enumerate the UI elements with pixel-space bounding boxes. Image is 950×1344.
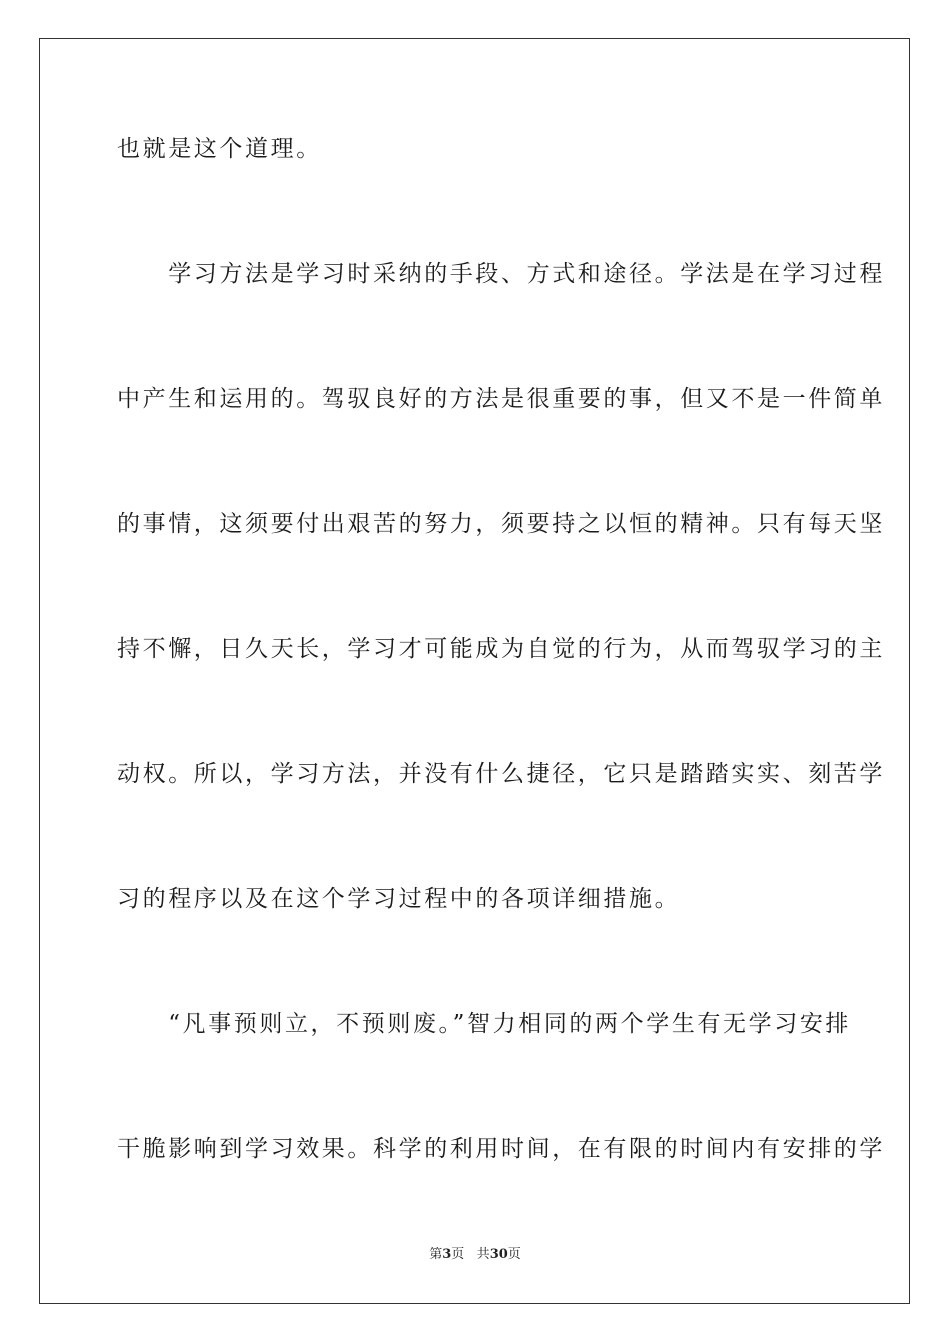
body-line-6: 动权。所以，学习方法，并没有什么捷径，它只是踏踏实实、刻苦学 xyxy=(117,761,885,787)
page-suffix: 页 xyxy=(451,1247,465,1262)
body-line-3: 中产生和运用的。驾驭良好的方法是很重要的事，但又不是一件简单 xyxy=(117,386,885,412)
page-number: 3 xyxy=(442,1247,452,1262)
body-line-2: 学习方法是学习时采纳的手段、方式和途径。学法是在学习过程 xyxy=(117,261,885,287)
total-pages: 30 xyxy=(489,1247,508,1262)
page-border xyxy=(39,38,910,1304)
total-prefix: 共 xyxy=(476,1247,490,1262)
page-footer xyxy=(0,1246,950,1264)
total-suffix: 页 xyxy=(507,1247,521,1262)
body-line-9: 干脆影响到学习效果。科学的利用时间，在有限的时间内有安排的学 xyxy=(117,1136,885,1162)
body-line-4: 的事情，这须要付出艰苦的努力，须要持之以恒的精神。只有每天坚 xyxy=(117,511,885,537)
body-line-7: 习的程序以及在这个学习过程中的各项详细措施。 xyxy=(117,886,681,912)
body-line-5: 持不懈，日久天长，学习才可能成为自觉的行为，从而驾驭学习的主 xyxy=(117,636,885,662)
body-line-8: “凡事预则立，不预则废。”智力相同的两个学生有无学习安排 xyxy=(117,1011,852,1037)
body-line-1: 也就是这个道理。 xyxy=(117,136,322,162)
page-prefix: 第 xyxy=(429,1247,443,1262)
